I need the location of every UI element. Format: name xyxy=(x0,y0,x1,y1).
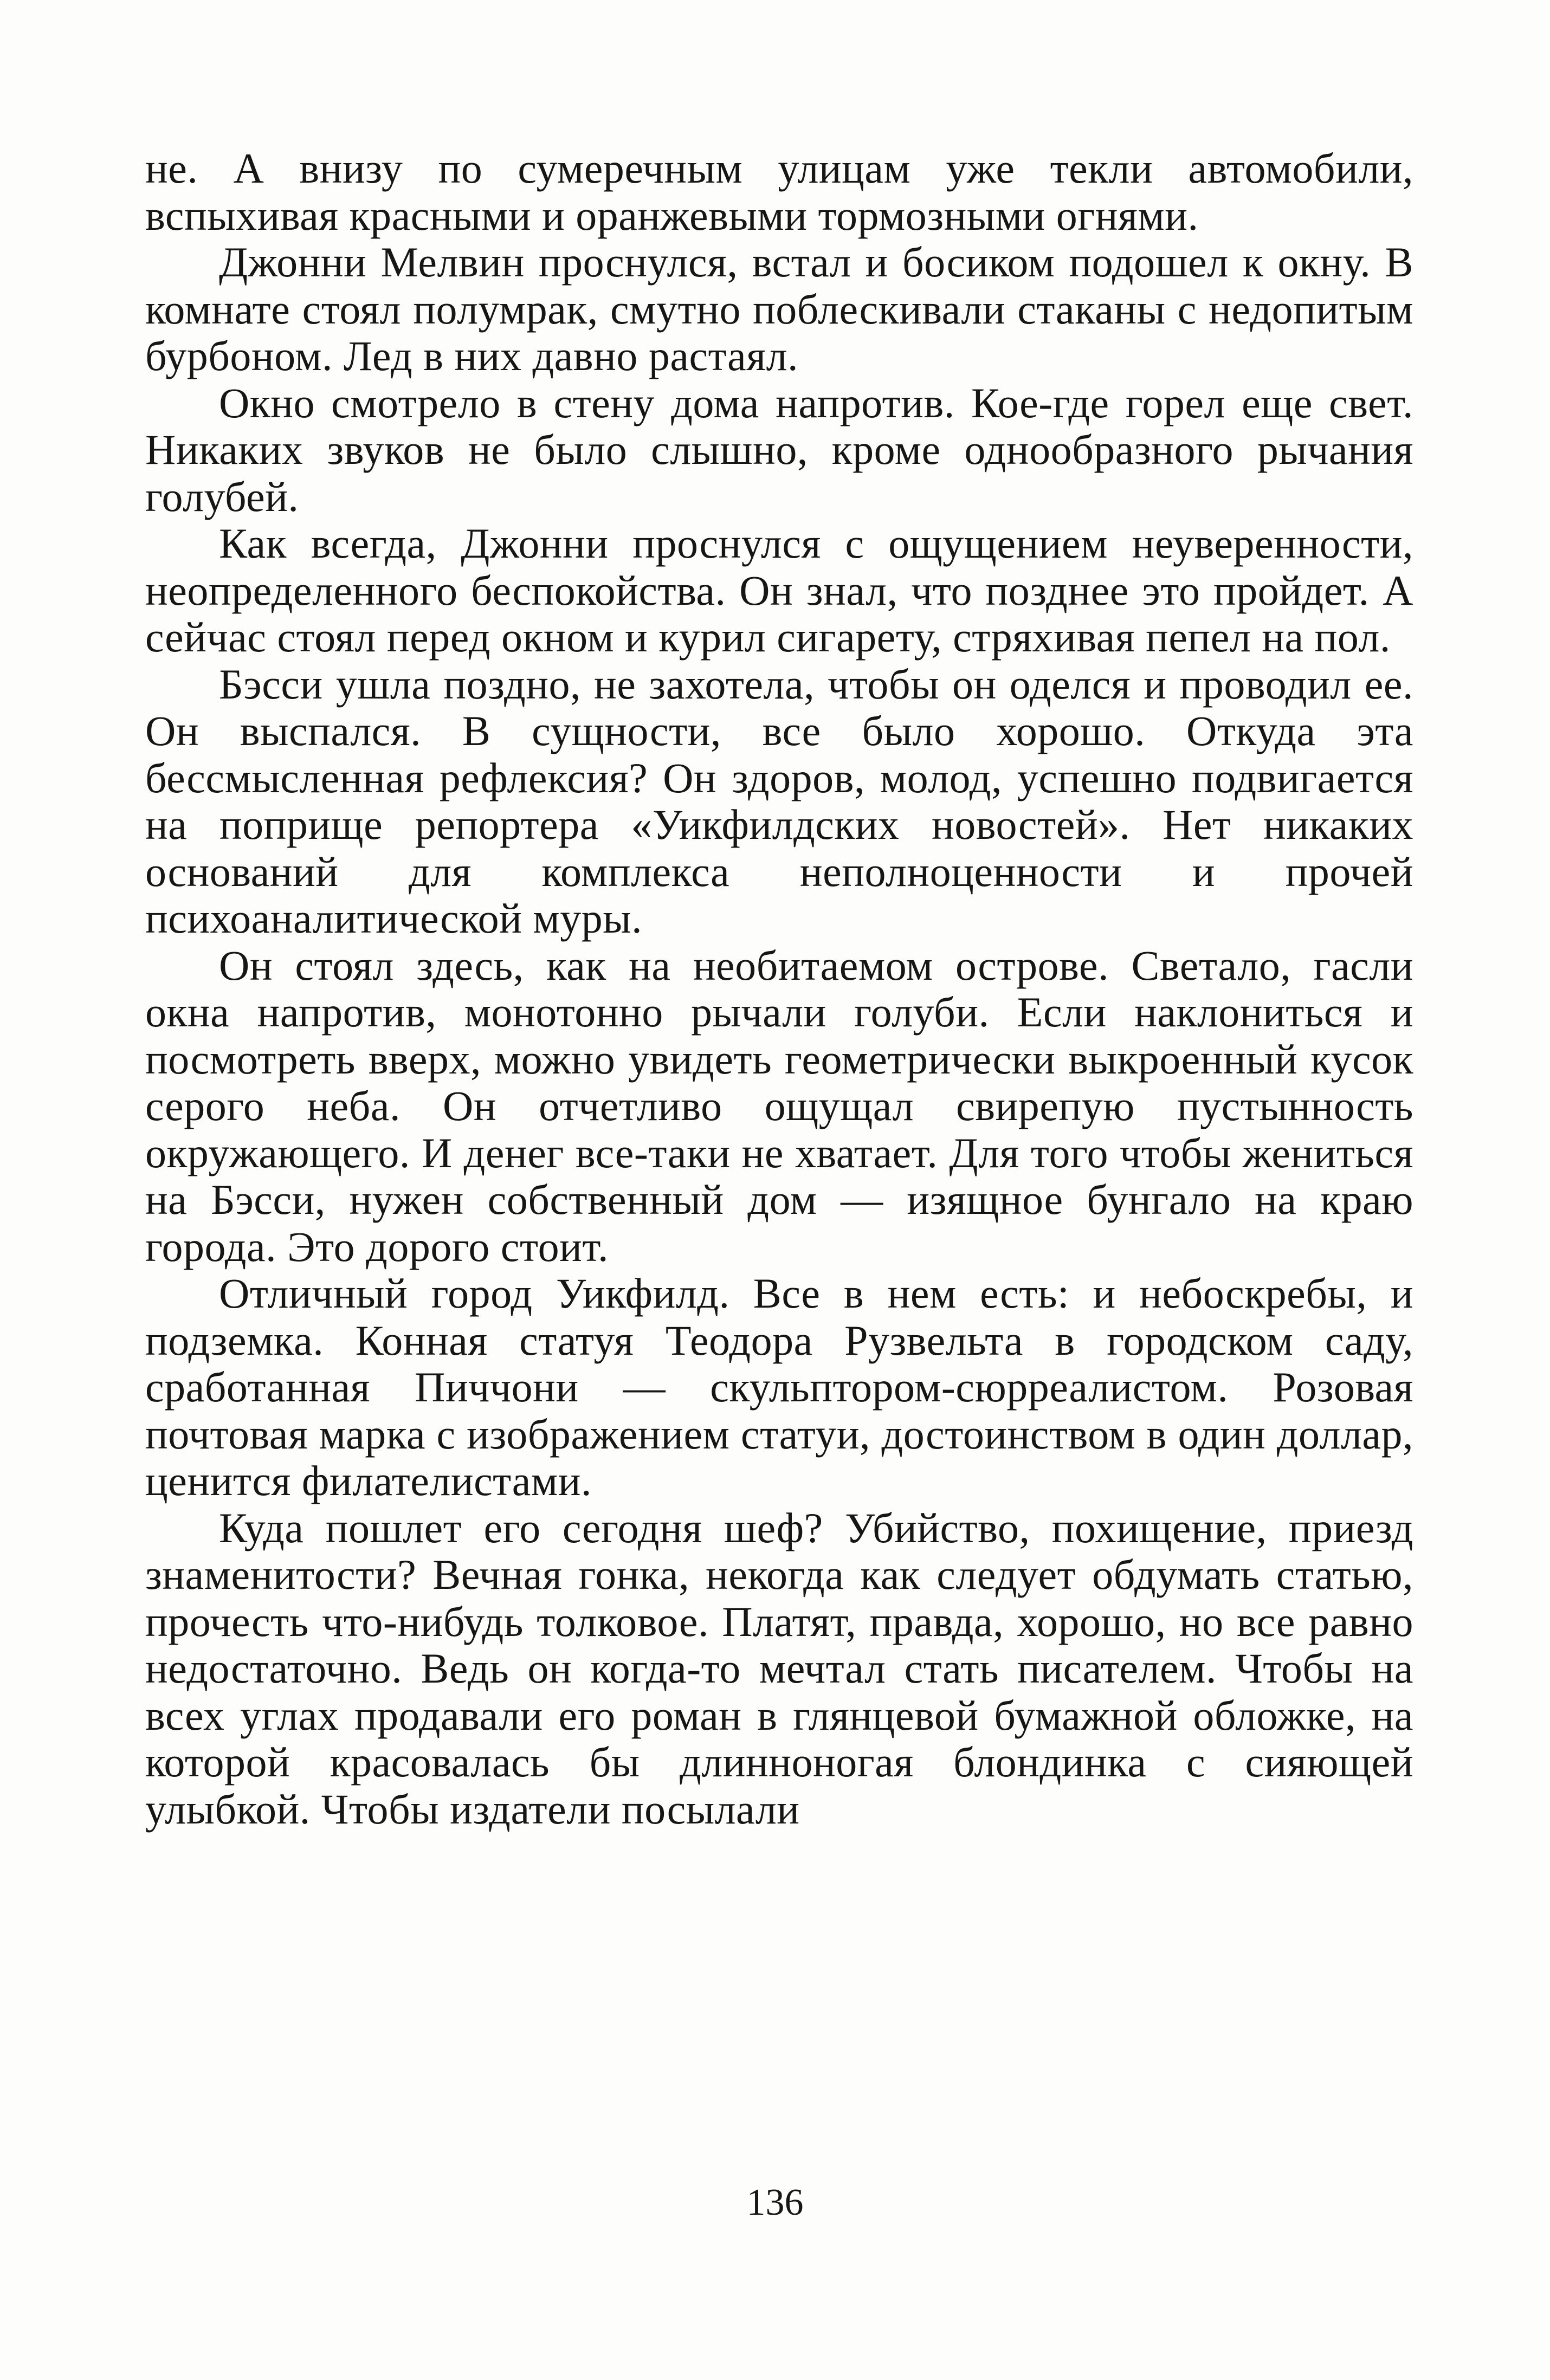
paragraph-3: Окно смотрело в стену дома напротив. Кое-где горел еще свет. Никаких звуков не было слышно, кроме однообразного рычания голубей. xyxy=(145,379,1413,520)
paragraph-2: Джонни Мелвин проснулся, встал и босиком подошел к окну. В комнате стоял полумрак, смутно поблескивали стаканы с недопитым бурбоном. Лед в них давно растаял. xyxy=(145,238,1413,379)
page-number: 136 xyxy=(746,2182,804,2223)
paragraph-4: Как всегда, Джонни проснулся с ощущением неуверенности, неопределенного беспокойства. Он знал, что позднее это пройдет. А сейчас стоял перед окном и курил сигарету, стряхивая пепел на пол. xyxy=(145,520,1413,661)
paragraph-6: Он стоял здесь, как на необитаемом острове. Светало, гасли окна напротив, монотонно рычали голуби. Если наклониться и посмотреть вверх, можно увидеть геометрически выкроенный кусок серого неба. Он отчетливо ощущал свирепую пустынность окружающего. И денег все-таки не хватает. Для того чтобы жениться на Бэсси, нужен собственный дом — изящное бунгало на краю города. Это дорого стоит. xyxy=(145,941,1413,1270)
paragraph-5: Бэсси ушла поздно, не захотела, чтобы он оделся и проводил ее. Он выспался. В сущности, все было хорошо. Откуда эта бессмысленная рефлексия? Он здоров, молод, успешно подвигается на поприще репортера «Уикфилдских новостей». Нет никаких оснований для комплекса неполноценности и прочей психоаналитической муры. xyxy=(145,660,1413,942)
paragraph-1: не. А внизу по сумеречным улицам уже текли автомобили, вспыхивая красными и оранжевыми тормозными огнями. xyxy=(145,145,1413,239)
paragraph-8: Куда пошлет его сегодня шеф? Убийство, похищение, приезд знаменитости? Вечная гонка, некогда как следует обдумать статью, прочесть что-нибудь толковое. Платят, правда, хорошо, но все равно недостаточно. Ведь он когда-то мечтал стать писателем. Чтобы на всех углах продавали его роман в глянцевой бумажной обложке, на которой красовалась бы длинноногая блондинка с сияющей улыбкой. Чтобы издатели посылали xyxy=(145,1504,1413,1833)
paragraph-7: Отличный город Уикфилд. Все в нем есть: и небоскребы, и подземка. Конная статуя Теодора Рузвельта в городском саду, сработанная Пиччони — скульптором-сюрреалистом. Розовая почтовая марка с изображением статуи, достоинством в один доллар, ценится филателистами. xyxy=(145,1270,1413,1504)
page-text xyxy=(145,145,1413,1833)
